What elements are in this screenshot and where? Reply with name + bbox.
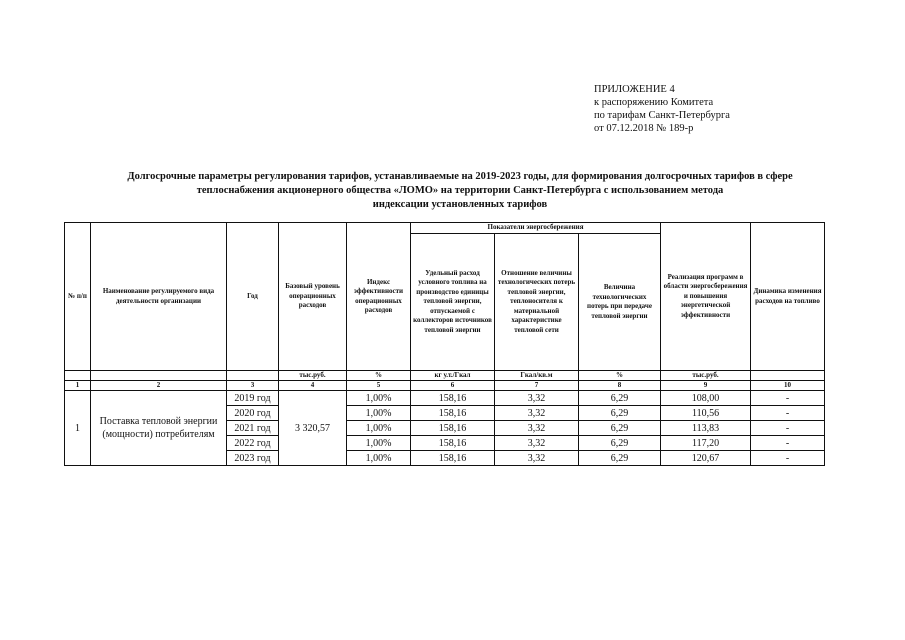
cell-year: 2019 год bbox=[227, 391, 279, 406]
cell-index: 1,00% bbox=[347, 391, 411, 406]
cell-index: 1,00% bbox=[347, 451, 411, 466]
appendix-line: к распоряжению Комитета bbox=[594, 97, 714, 108]
unit-losses: % bbox=[579, 371, 661, 381]
col-number: 5 bbox=[347, 381, 411, 391]
cell-ratio: 3,32 bbox=[495, 421, 579, 436]
header-energy-saving-group: Показатели энергосбережения bbox=[411, 223, 661, 234]
tariff-parameters-table bbox=[64, 222, 825, 466]
title-line: индексации установленных тарифов bbox=[372, 199, 548, 210]
unit-index: % bbox=[347, 371, 411, 381]
title-line: Долгосрочные параметры регулирования тарифов, устанавливаемые на 2019-2023 годы, для формирования долгосрочных тарифов в сфере bbox=[127, 171, 793, 182]
cell-fuel: 158,16 bbox=[411, 391, 495, 406]
cell-dynamics: - bbox=[751, 451, 825, 466]
header-dynamics: Динамика изменения расходов на топливо bbox=[751, 223, 825, 371]
appendix-block bbox=[594, 83, 730, 135]
col-number: 2 bbox=[91, 381, 227, 391]
cell-fuel: 158,16 bbox=[411, 451, 495, 466]
header-year: Год bbox=[227, 223, 279, 371]
unit-ratio: Гкал/кв.м bbox=[495, 371, 579, 381]
cell-year: 2020 год bbox=[227, 406, 279, 421]
row-org: Поставка тепловой энергии (мощности) потребителям bbox=[91, 391, 227, 466]
col-number: 3 bbox=[227, 381, 279, 391]
col-number: 4 bbox=[279, 381, 347, 391]
header-losses: Величина технологических потерь при передаче тепловой энергии bbox=[579, 234, 661, 371]
unit-program: тыс.руб. bbox=[661, 371, 751, 381]
cell-losses: 6,29 bbox=[579, 406, 661, 421]
appendix-title: ПРИЛОЖЕНИЕ 4 bbox=[594, 84, 675, 95]
row-base: 3 320,57 bbox=[279, 391, 347, 466]
appendix-line: по тарифам Санкт-Петербурга bbox=[594, 110, 730, 121]
cell-year: 2021 год bbox=[227, 421, 279, 436]
cell-ratio: 3,32 bbox=[495, 436, 579, 451]
cell-dynamics: - bbox=[751, 436, 825, 451]
cell-ratio: 3,32 bbox=[495, 451, 579, 466]
title-line: теплоснабжения акционерного общества «ЛОМО» на территории Санкт-Петербурга с использованием метода bbox=[196, 185, 724, 196]
document-title bbox=[70, 170, 850, 212]
cell-losses: 6,29 bbox=[579, 421, 661, 436]
cell-program: 120,67 bbox=[661, 451, 751, 466]
header-index: Индекс эффективности операционных расходов bbox=[347, 223, 411, 371]
cell-year: 2023 год bbox=[227, 451, 279, 466]
cell-program: 117,20 bbox=[661, 436, 751, 451]
appendix-date: от 07.12.2018 № 189-р bbox=[594, 123, 694, 134]
header-base: Базовый уровень операционных расходов bbox=[279, 223, 347, 371]
cell-year: 2022 год bbox=[227, 436, 279, 451]
cell-losses: 6,29 bbox=[579, 451, 661, 466]
col-number: 1 bbox=[65, 381, 91, 391]
col-number: 8 bbox=[579, 381, 661, 391]
unit-fuel: кг у.т./Гкал bbox=[411, 371, 495, 381]
cell-fuel: 158,16 bbox=[411, 421, 495, 436]
cell-dynamics: - bbox=[751, 391, 825, 406]
col-number: 10 bbox=[751, 381, 825, 391]
cell-index: 1,00% bbox=[347, 406, 411, 421]
unit-base: тыс.руб. bbox=[279, 371, 347, 381]
table-row bbox=[65, 391, 825, 406]
cell-program: 108,00 bbox=[661, 391, 751, 406]
cell-index: 1,00% bbox=[347, 421, 411, 436]
header-org: Наименование регулируемого вида деятельности организации bbox=[91, 223, 227, 371]
cell-ratio: 3,32 bbox=[495, 406, 579, 421]
cell-program: 110,56 bbox=[661, 406, 751, 421]
cell-ratio: 3,32 bbox=[495, 391, 579, 406]
cell-fuel: 158,16 bbox=[411, 406, 495, 421]
cell-dynamics: - bbox=[751, 406, 825, 421]
cell-program: 113,83 bbox=[661, 421, 751, 436]
header-program: Реализация программ в области энергосбережения и повышения энергетической эффективности bbox=[661, 223, 751, 371]
cell-losses: 6,29 bbox=[579, 391, 661, 406]
cell-dynamics: - bbox=[751, 421, 825, 436]
cell-fuel: 158,16 bbox=[411, 436, 495, 451]
cell-losses: 6,29 bbox=[579, 436, 661, 451]
header-fuel: Удельный расход условного топлива на производство единицы тепловой энергии, отпускаемой с коллекторов источников тепловой энергии bbox=[411, 234, 495, 371]
col-number: 6 bbox=[411, 381, 495, 391]
col-number: 7 bbox=[495, 381, 579, 391]
header-ratio: Отношение величины технологических потерь тепловой энергии, теплоносителя к материальной характеристике тепловой сети bbox=[495, 234, 579, 371]
header-num: № п/п bbox=[65, 223, 91, 371]
col-number: 9 bbox=[661, 381, 751, 391]
cell-index: 1,00% bbox=[347, 436, 411, 451]
row-num: 1 bbox=[65, 391, 91, 466]
